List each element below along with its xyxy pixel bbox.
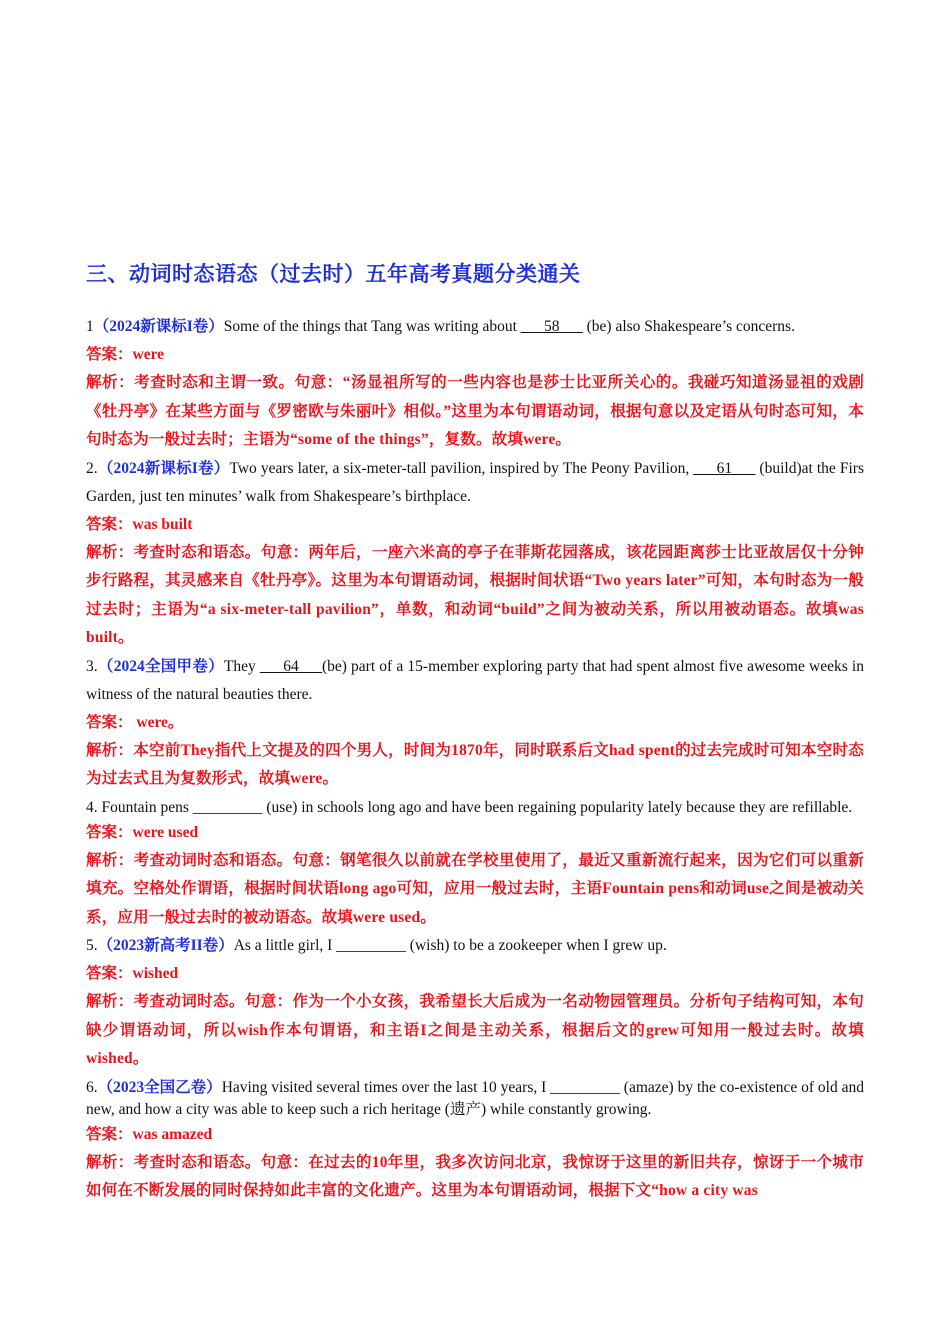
question-text: Fountain pens _________ (use) in schools long ago and have been regaining popularity lately because they are refillable.: [97, 798, 853, 816]
question-list: [86, 313, 864, 1206]
answer-6: 答案：was amazed: [86, 1125, 213, 1143]
question-5: [86, 932, 864, 960]
question-blank: ___64___: [259, 657, 322, 675]
question-number: 1: [86, 318, 94, 335]
answer-5: 答案：wished: [86, 965, 179, 982]
explanation-1: 解析：考查时态和主谓一致。句意：“汤显祖所写的一些内容也是莎士比亚所关心的。我碰巧知道汤显祖的戏剧《牡丹亭》在某些方面与《罗密欧与朱丽叶》相似。”这里为本句谓语动词，根据句意以及定语从句时态可知，本句时态为一般过去时；主语为“some of the things”，复数。故填were。: [86, 374, 864, 448]
question-number: 5.: [86, 937, 98, 954]
question-6: [86, 1077, 864, 1121]
question-number: 4.: [86, 798, 98, 816]
question-1: [86, 313, 864, 341]
question-source: （2024新课标I卷）: [93, 318, 224, 335]
answer-3: 答案： were。: [86, 713, 184, 731]
question-source: （2024全国甲卷）: [97, 657, 224, 675]
question-4: [86, 797, 864, 819]
question-text: Having visited several times over the last 10 years, I _________ (amaze) by the co-existence of old and new, and how a city was able to keep such a rich heritage (遗产) while constantly growing.: [86, 1078, 864, 1118]
question-blank: ___58___: [520, 318, 583, 335]
question-2: [86, 455, 864, 511]
answer-2: 答案：was built: [86, 515, 193, 533]
question-text: Two years later, a six-meter-tall pavilion, inspired by The Peony Pavilion,: [229, 459, 694, 477]
question-text: (be) part of a 15-member exploring party that had spent almost five awesome weeks in witness of the natural beauties there.: [86, 657, 864, 703]
explanation-2: 解析：考查时态和语态。句意：两年后，一座六米高的亭子在菲斯花园落成，该花园距离莎士比亚故居仅十分钟步行路程，其灵感来自《牡丹亭》。这里为本句谓语动词，根据时间状语“Two years later”可知，本句时态为一般过去时；主语为“a six-meter-tall pavilion”，单数，和动词“build”之间为被动关系，所以用被动语态。故填was built。: [86, 543, 864, 646]
explanation-3: 解析：本空前They指代上文提及的四个男人，时间为1870年，同时联系后文had spent的过去完成时可知本空时态为过去式且为复数形式，故填were。: [86, 741, 864, 787]
question-blank: ___61___: [693, 459, 756, 477]
question-text: Some of the things that Tang was writing about: [223, 318, 521, 335]
answer-1: 答案：were: [86, 346, 165, 363]
question-number: 6.: [86, 1078, 98, 1096]
question-3: [86, 653, 864, 709]
question-text: They: [223, 657, 260, 675]
question-text: As a little girl, I _________ (wish) to be a zookeeper when I grew up.: [233, 937, 667, 954]
answer-4: 答案：were used: [86, 823, 199, 841]
explanation-5: 解析：考查动词时态。句意：作为一个小女孩，我希望长大后成为一名动物园管理员。分析句子结构可知，本句缺少谓语动词，所以wish作本句谓语，和主语I之间是主动关系，根据后文的grew可知用一般过去时。故填wished。: [86, 993, 864, 1067]
explanation-4: 解析：考查动词时态和语态。句意：钢笔很久以前就在学校里使用了，最近又重新流行起来，因为它们可以重新填充。空格处作谓语，根据时间状语long ago可知，应用一般过去时，主语Fountain pens和动词use之间是被动关系，应用一般过去时的被动语态。故填were used。: [86, 851, 864, 926]
explanation-6: 解析：考查时态和语态。句意：在过去的10年里，我多次访问北京，我惊讶于这里的新旧共存，惊讶于一个城市如何在不断发展的同时保持如此丰富的文化遗产。这里为本句谓语动词，根据下文“how a city was: [86, 1153, 864, 1199]
question-source: （2023全国乙卷）: [97, 1078, 222, 1096]
question-number: 2.: [86, 459, 98, 477]
question-text: (be) also Shakespeare’s concerns.: [582, 318, 795, 335]
question-source: （2023新高考II卷）: [97, 937, 234, 954]
question-text: (build)at the Firs Garden, just ten minutes’ walk from Shakespeare’s birthplace.: [86, 459, 864, 505]
question-source: （2024新课标I卷）: [97, 459, 230, 477]
section-title: 三、动词时态语态（过去时）五年高考真题分类通关: [86, 262, 581, 286]
question-number: 3.: [86, 657, 98, 675]
